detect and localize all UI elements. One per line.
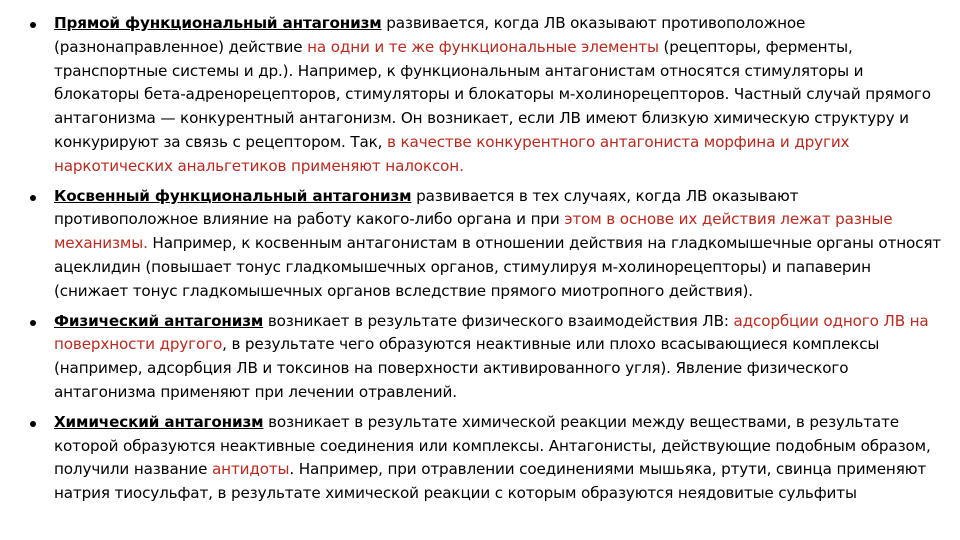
bullet-dot-icon	[30, 421, 36, 427]
highlight-text: антидоты	[212, 460, 290, 479]
bullet-item-chemical-antagonism	[28, 411, 944, 506]
bullet-item-indirect-functional-antagonism	[28, 185, 944, 304]
body-text: Например, к косвенным антагонистам в отношении действия на гладкомышечные органы относят ацеклидин (повышает тонус гладкомышечных органов, стимулируя м-холинорецепторы) и папаверин (снижает тонус гладкомышечных органов вследствие прямого миотропного действия).	[54, 234, 942, 300]
bullet-dot-icon	[30, 195, 36, 201]
term-heading: Прямой функциональный антагонизм	[54, 14, 382, 32]
body-text: развивается в тех случаях, когда ЛВ оказывают противоположное влияние на работу какого-либо органа и при	[54, 186, 799, 229]
highlight-text: на одни и те же функциональные элементы	[307, 37, 659, 56]
body-text: (рецепторы, ферменты, транспортные системы и др.). Например, к функциональным антагонистам относятся стимуляторы и блокаторы бета-адренорецепторов, стимуляторы и блокаторы м-холинорецепторов. Частный случай прямого антагонизма — конкурентный антагонизм. Он возникает, если ЛВ имеют близкую химическую структуру и конкурируют за связь с рецептором. Так,	[54, 37, 931, 151]
highlight-text: в качестве конкурентного антагониста морфина и других наркотических анальгетиков применяют налоксон.	[54, 132, 850, 175]
highlight-text: адсорбции одного ЛВ на поверхности другого	[54, 311, 929, 354]
term-heading: Химический антагонизм	[54, 412, 264, 431]
term-heading: Косвенный функциональный антагонизм	[54, 186, 412, 205]
term-heading: Физический антагонизм	[54, 311, 264, 330]
bullet-list	[28, 12, 944, 512]
bullet-item-physical-antagonism	[28, 310, 944, 405]
bullet-item-direct-functional-antagonism	[28, 12, 944, 179]
body-text: . Например, при отравлении соединениями мышьяка, ртути, свинца применяют натрия тиосульфат, в результате химической реакции с которым образуются неядовитые сульфиты	[54, 460, 927, 503]
highlight-text: этом в основе их действия лежат разные механизмы.	[54, 210, 893, 253]
body-text: возникает в результате химической реакции между веществами, в результате которой образуются неактивные соединения или комплексы. Антагонисты, действующие подобным образом, получили название	[54, 412, 931, 479]
bullet-dot-icon	[30, 22, 36, 28]
bullet-dot-icon	[30, 320, 36, 326]
body-text: , в результате чего образуются неактивные или плохо всасывающиеся комплексы (например, адсорбция ЛВ и токсинов на поверхности активированного угля). Явление физического антагонизма применяют при лечении отравлений.	[54, 335, 880, 401]
body-text: возникает в результате физического взаимодействия ЛВ:	[263, 311, 734, 330]
body-text: развивается, когда ЛВ оказывают противоположное (разнонаправленное) действие	[54, 14, 806, 56]
